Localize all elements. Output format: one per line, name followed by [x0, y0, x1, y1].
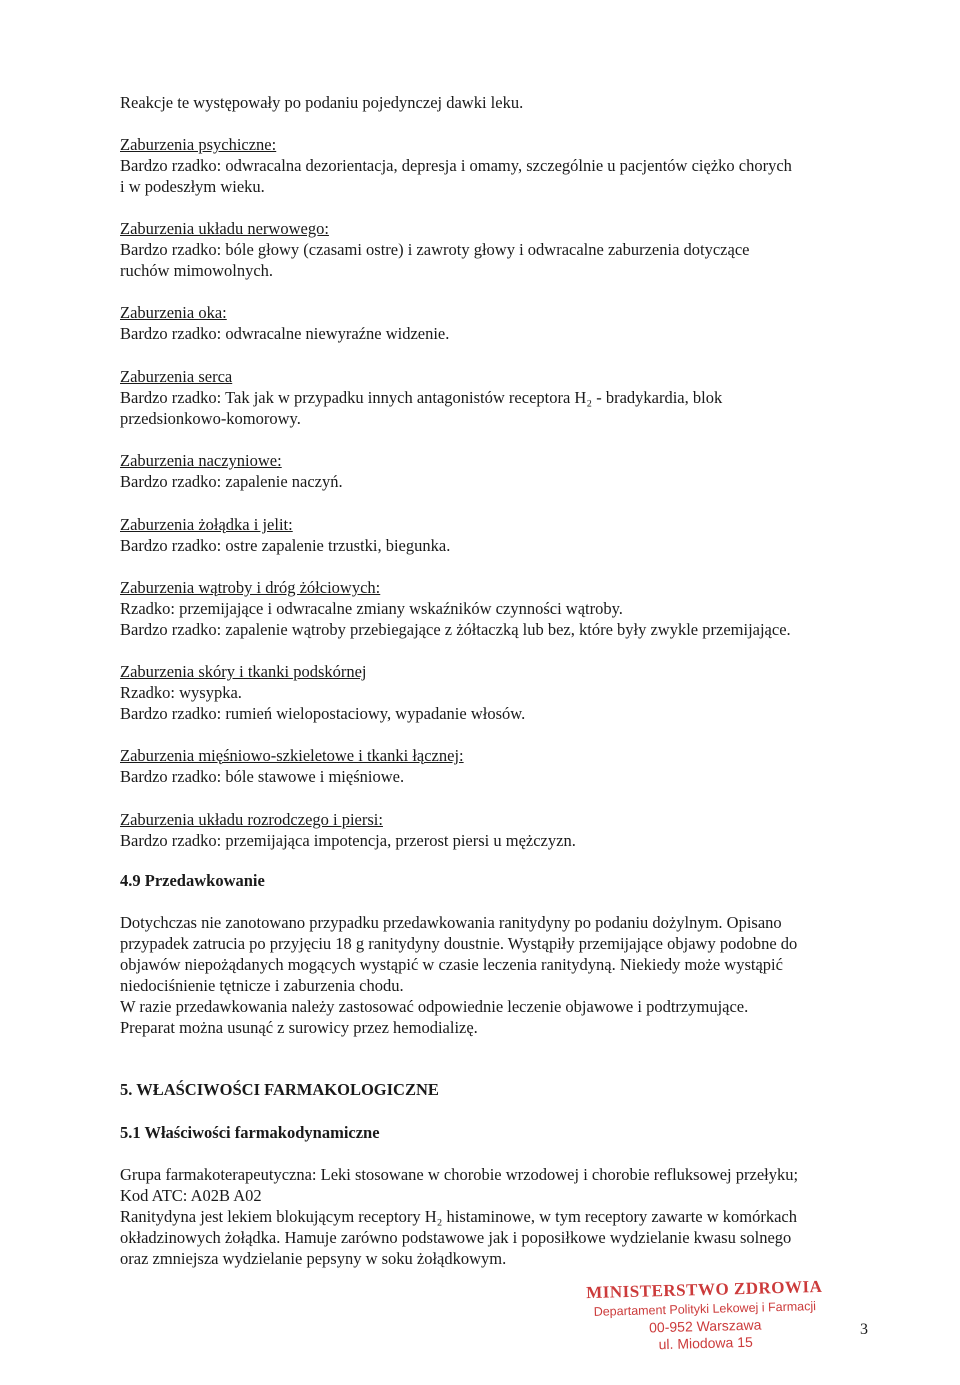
- section-heading: Zaburzenia serca: [120, 367, 233, 386]
- intro-text: Reakcje te występowały po podaniu pojedynczej dawki leku.: [120, 93, 524, 112]
- section-heading: Zaburzenia naczyniowe:: [120, 451, 282, 470]
- section-psychiatric: [120, 134, 880, 197]
- paragraph-line: Kod ATC: A02B A02: [120, 1186, 262, 1205]
- section-line: Rzadko: wysypka.: [120, 683, 242, 702]
- section-skin: [120, 661, 880, 724]
- stamp-street: ul. Miodowa 15: [658, 1333, 753, 1353]
- section-line: Bardzo rzadko: zapalenie wątroby przebiegające z żółtaczką lub bez, które były zwykle przemijające.: [120, 620, 791, 639]
- ministry-stamp: [584, 1277, 826, 1354]
- section-liver: [120, 577, 880, 640]
- section-line: Bardzo rzadko: odwracalna dezorientacja, depresja i omamy, szczególnie u pacjentów ciężko chorych: [120, 156, 792, 175]
- section-heading: Zaburzenia wątroby i dróg żółciowych:: [120, 578, 381, 597]
- paragraph-line: W razie przedawkowania należy zastosować odpowiednie leczenie objawowe i podtrzymujące.: [120, 997, 749, 1016]
- section-line: Bardzo rzadko: odwracalne niewyraźne widzenie.: [120, 324, 450, 343]
- section-reproductive: [120, 809, 880, 851]
- pharmacology-paragraph: [120, 1164, 880, 1269]
- section-line: Bardzo rzadko: bóle stawowe i mięśniowe.: [120, 767, 405, 786]
- pharmacology-title: 5. WŁAŚCIWOŚCI FARMAKOLOGICZNE: [120, 1080, 439, 1099]
- section-nervous: [120, 218, 880, 281]
- page-number: 3: [860, 1321, 868, 1338]
- section-line: przedsionkowo-komorowy.: [120, 409, 301, 428]
- section-line: Bardzo rzadko: ostre zapalenie trzustki, biegunka.: [120, 536, 451, 555]
- section-heading: Zaburzenia oka:: [120, 303, 227, 322]
- section-line: Bardzo rzadko: przemijająca impotencja, przerost piersi u mężczyzn.: [120, 831, 576, 850]
- section-eye: [120, 302, 880, 344]
- paragraph-line: Ranitydyna jest lekiem blokującym receptory H₂ histaminowe, w tym receptory zawarte w komórkach: [120, 1207, 797, 1226]
- overdose-paragraph: [120, 912, 880, 1038]
- paragraph-line: okładzinowych żołądka. Hamuje zarówno podstawowe jak i poposiłkowe wydzielanie kwasu solnego: [120, 1228, 792, 1247]
- section-heading: Zaburzenia mięśniowo-szkieletowe i tkanki łącznej:: [120, 746, 464, 765]
- paragraph-line: Dotychczas nie zanotowano przypadku przedawkowania ranitydyny po podaniu dożylnym. Opisano: [120, 913, 782, 932]
- pharmacodynamics-subtitle: 5.1 Właściwości farmakodynamiczne: [120, 1123, 380, 1142]
- section-musculoskeletal: [120, 745, 880, 787]
- section-heart: [120, 366, 880, 429]
- section-line: Rzadko: przemijające i odwracalne zmiany wskaźników czynności wątroby.: [120, 599, 623, 618]
- overdose-title: 4.9 Przedawkowanie: [120, 871, 265, 890]
- section-line: Bardzo rzadko: zapalenie naczyń.: [120, 472, 343, 491]
- section-gastro: [120, 514, 880, 556]
- stamp-postcode-city: 00-952 Warszawa: [648, 1316, 762, 1336]
- paragraph-line: Grupa farmakoterapeutyczna: Leki stosowane w chorobie wrzodowej i chorobie refluksowej przełyku;: [120, 1165, 799, 1184]
- paragraph-line: Preparat można usunąć z surowicy przez hemodializę.: [120, 1018, 478, 1037]
- paragraph-line: niedociśnienie tętnicze i zaburzenia chodu.: [120, 976, 404, 995]
- section-line: Bardzo rzadko: bóle głowy (czasami ostre) i zawroty głowy i odwracalne zaburzenia dotyczące: [120, 240, 750, 259]
- paragraph-line: przypadek zatrucia po przyjęciu 18 g ranitydyny doustnie. Wystąpiły przemijające objawy podobne do: [120, 934, 798, 953]
- section-line: ruchów mimowolnych.: [120, 261, 274, 280]
- stamp-department: Departament Polityki Lekowej i Farmacji: [593, 1299, 817, 1319]
- section-line: Bardzo rzadko: rumień wielopostaciowy, wypadanie włosów.: [120, 704, 526, 723]
- section-heading: Zaburzenia żołądka i jelit:: [120, 515, 293, 534]
- section-heading: Zaburzenia układu nerwowego:: [120, 219, 329, 238]
- intro-paragraph: [120, 92, 880, 113]
- section-line: i w podeszłym wieku.: [120, 177, 265, 196]
- section-heading: Zaburzenia psychiczne:: [120, 135, 277, 154]
- section-line: Bardzo rzadko: Tak jak w przypadku innych antagonistów receptora H₂ - bradykardia, blok: [120, 388, 723, 407]
- section-vascular: [120, 450, 880, 492]
- paragraph-line: objawów niepożądanych mogących wystąpić w czasie leczenia ranitydyną. Niekiedy może wystąpić: [120, 955, 783, 974]
- stamp-ministry-name: MINISTERSTWO ZDROWIA: [585, 1276, 823, 1303]
- paragraph-line: oraz zmniejsza wydzielanie pepsyny w soku żołądkowym.: [120, 1249, 507, 1268]
- section-heading: Zaburzenia układu rozrodczego i piersi:: [120, 810, 383, 829]
- section-heading: Zaburzenia skóry i tkanki podskórnej: [120, 662, 367, 681]
